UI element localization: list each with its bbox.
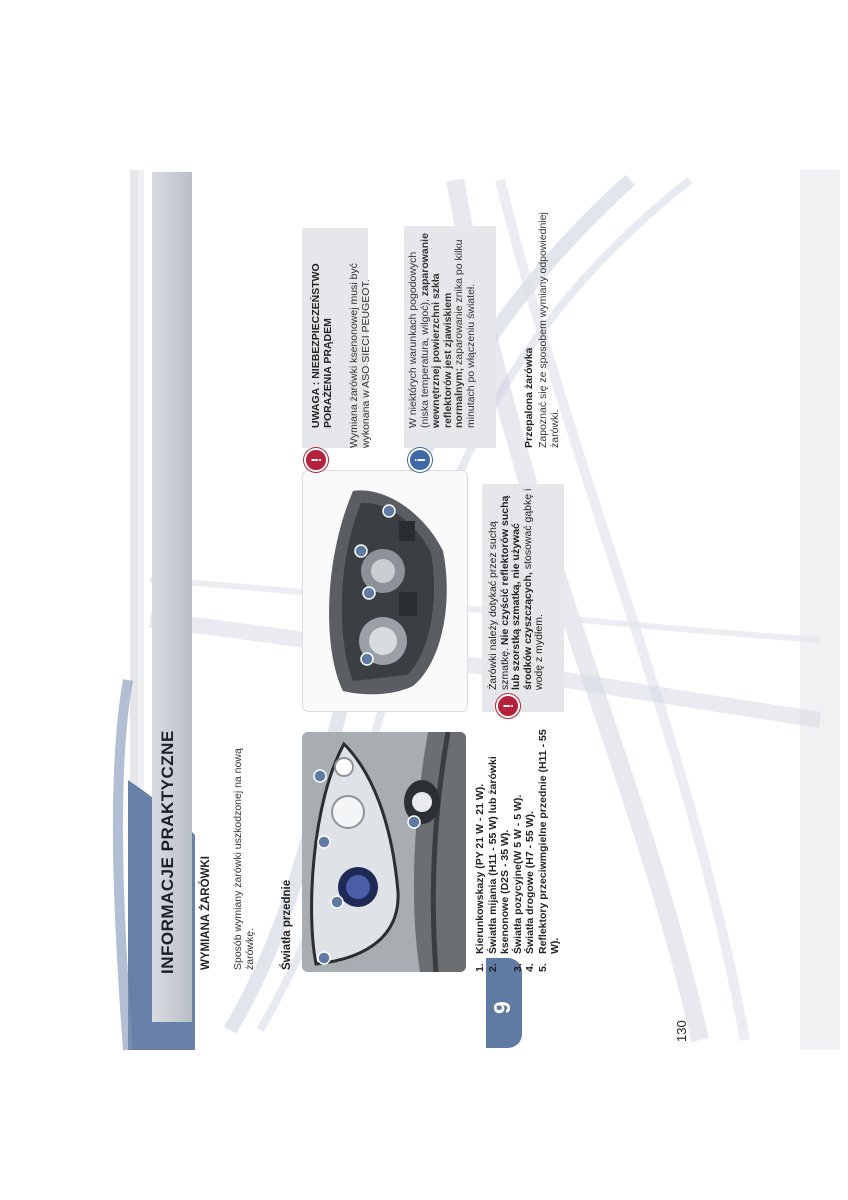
subsection-title: WYMIANA ŻARÓWKI <box>200 856 212 970</box>
headlamp-on-car-photo <box>302 732 466 972</box>
list-item: 2. Światła mijania (H11 - 55 W) lub żarówki ksenonowe (D2S - 35 W). <box>486 756 511 972</box>
intro-paragraph: Sposób wymiany żarówki uszkodzonej na nową żarówkę. <box>232 748 256 970</box>
cleaning-warning-text: Żarówki należy dotykać przez suchą szmatkę. Nie czyścić reflektorów suchą lub szorstką szmatką, nie używać środków czyszczących, stosować gąbkę i wodę z mydłem. <box>487 488 545 690</box>
list-item: 1. Kierunkowskazy (PY 21 W - 21 W). <box>474 783 486 972</box>
burnt-bulb-heading: Przepalona żarówka <box>523 347 535 448</box>
warning-icon: ! <box>496 694 520 718</box>
electric-warning-title: UWAGA : NIEBEZPIECZEŃSTWO PORAŻENIA PRĄDEM <box>310 263 334 428</box>
front-lights-heading: Światła przednie <box>281 879 293 970</box>
list-item: 3. Światła pozycyjne(W 5 W - 5 W). <box>511 794 524 972</box>
electric-warning-text: Wymiana żarówki ksenonowej musi być wykonana w ASO SIECI PEUGEOT. <box>348 263 372 448</box>
bulb-list <box>474 712 562 972</box>
warning-icon: ! <box>304 448 328 472</box>
fogging-info-text: W niektórych warunkach pogodowych (niska temperatura, wilgoć), zaparowanie wewnętrznej powierzchni szkła reflektorów jest zjawiskiem normalnym; zaparowanie znika po kilku minutach po włączeniu świateł. <box>407 233 477 428</box>
chapter-number: 9 <box>489 1001 515 1014</box>
burnt-bulb-text: Zapoznać się ze sposobem wymiany odpowiedniej żarówki. <box>537 212 561 448</box>
section-title: INFORMACJE PRAKTYCZNE <box>158 730 177 974</box>
info-icon: i <box>408 448 432 472</box>
headlamp-assembly-photo <box>302 470 468 712</box>
list-item: 5. Reflektory przeciwmgielne przednie (H11 - 55 W). <box>536 729 561 972</box>
list-item: 4. Światła drogowe (H7 - 55 W). <box>524 811 536 972</box>
page-number: 130 <box>674 1020 689 1042</box>
